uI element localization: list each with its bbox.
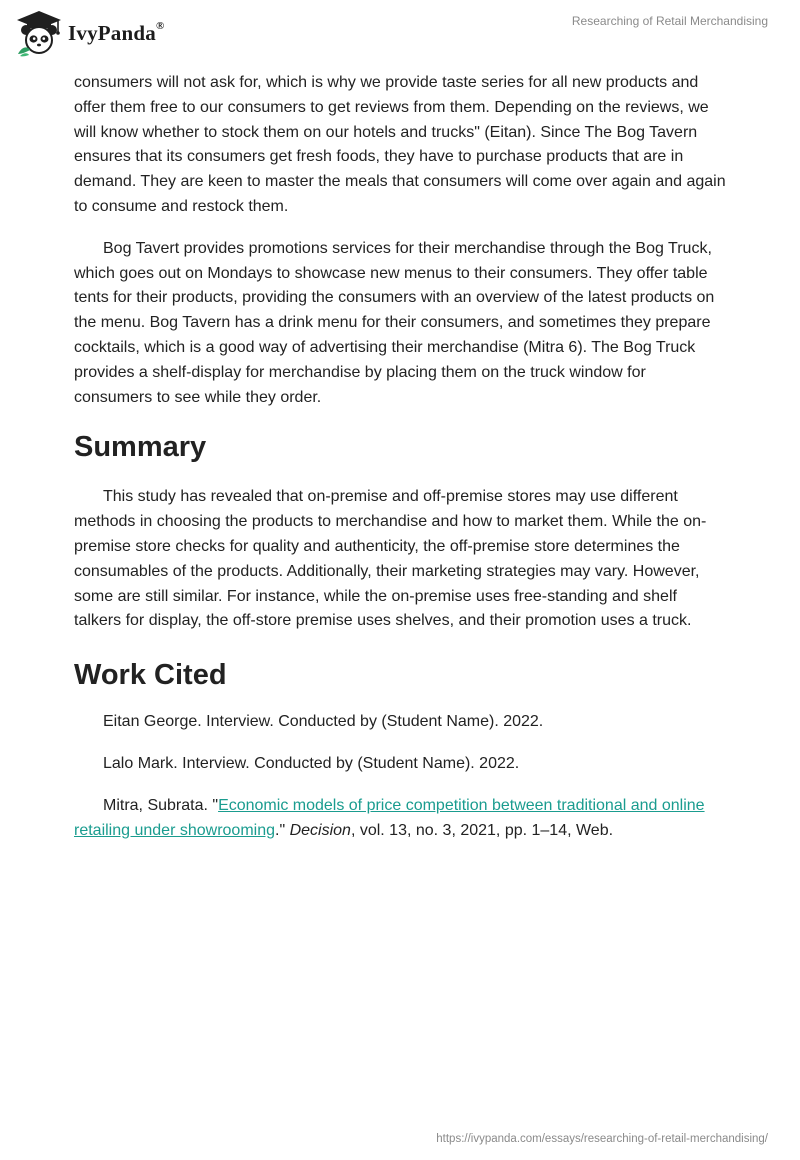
page-header [0,0,800,66]
citation-link[interactable]: Economic models of price competition between traditional and online retailing under showrooming [74,796,705,839]
body-paragraph: Bog Tavert provides promotions services for their merchandise through the Bog Truck, which goes out on Mondays to showcase new menus to their consumers. They offer table tents for their products, providing the consumers with an overview of the latest products on the menu. Bog Tavern has a drink menu for their consumers, and sometimes they prepare cocktails, which is a good way of advertising their merchandise (Mitra 6). The Bog Truck provides a shelf-display for merchandise by placing them on the truck window for consumers to see while they order. [74,239,715,406]
footer-url[interactable]: https://ivypanda.com/essays/researching-of-retail-merchandising/ [436,1133,768,1145]
citation-entry: Lalo Mark. Interview. Conducted by (Student Name). 2022. [103,754,520,772]
document-title: Researching of Retail Merchandising [571,14,768,28]
works-cited-heading: Work Cited [74,659,227,692]
summary-paragraph: This study has revealed that on-premise and off-premise stores may use different methods in choosing the products to merchandise and how to market them. While the on-premise store checks for quality and authenticity, the off-premise store determines the consumables of the products. Additionally, their marketing strategies may vary. However, some are still similar. For instance, while the on-premise uses free-standing and shelf talkers for display, the off-store premise uses shelves, and their promotion uses a truck. [74,488,707,630]
panda-logo-icon [14,8,64,58]
body-paragraph: consumers will not ask for, which is why we provide taste series for all new products and offer them free to our consumers to get reviews from them. Depending on the reviews, we will know whether to stock them on our hotels and trucks" (Eitan). Since The Bog Tavern ensures that its consumers get fresh foods, they have to purchase products that are in demand. They are keen to master the meals that consumers will come over again and again to consume and restock them. [74,74,726,215]
brand-name: IvyPanda® [68,19,165,45]
citation-entry-mitra: Mitra, Subrata. "Economic models of price competition between traditional and online retailing under showrooming." Decision, vol. 13, no. 3, 2021, pp. 1–14, Web. [74,796,705,839]
article-body [74,71,726,860]
citation-entry: Eitan George. Interview. Conducted by (Student Name). 2022. [103,713,544,731]
brand-logo[interactable] [14,8,164,58]
summary-heading: Summary [74,431,207,464]
journal-title: Decision [289,821,351,839]
